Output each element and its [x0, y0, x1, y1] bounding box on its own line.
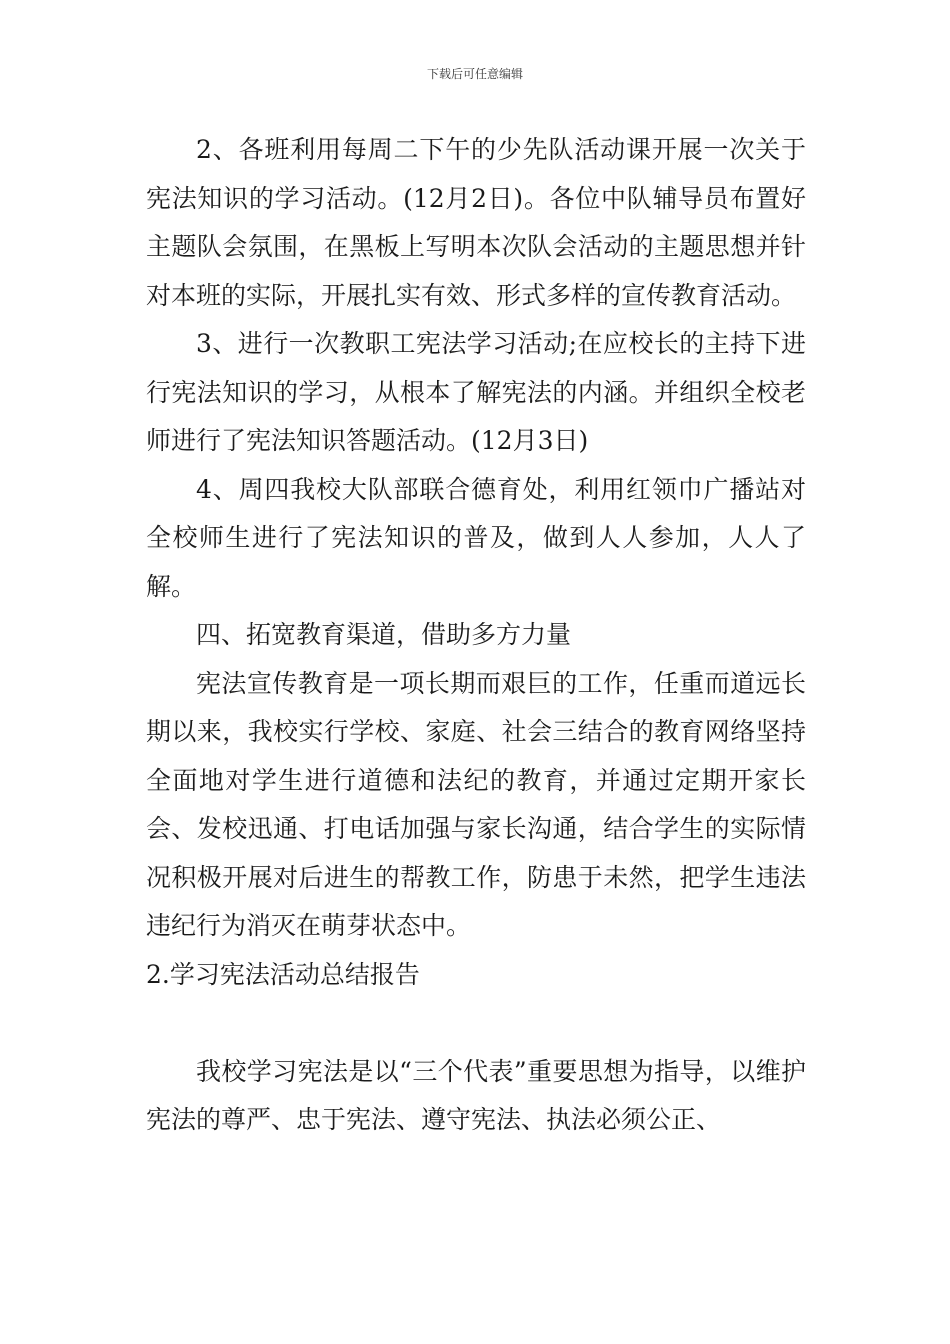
report-title: 2.学习宪法活动总结报告 [146, 959, 420, 989]
paragraph-report-intro: 我校学习宪法是以“三个代表”重要思想为指导，以维护宪法的尊严、忠于宪法、遵守宪法、执法必须公正、 [146, 1056, 806, 1134]
paragraph-item-2: 2、各班利用每周二下午的少先队活动课开展一次关于宪法知识的学习活动。(12月2日)。各位中队辅导员布置好主题队会氛围，在黑板上写明本次队会活动的主题思想并针对本班的实际，开展扎实有效、形式多样的宣传教育活动。 [146, 135, 806, 310]
document-body [146, 126, 806, 1145]
paragraph-education: 宪法宣传教育是一项长期而艰巨的工作，任重而道远长期以来，我校实行学校、家庭、社会三结合的教育网络坚持全面地对学生进行道德和法纪的教育，并通过定期开家长会、发校迅通、打电话加强与家长沟通，结合学生的实际情况积极开展对后进生的帮教工作，防患于未然，把学生违法违纪行为消灭在萌芽状态中。 [146, 668, 806, 940]
paragraph-item-4: 4、周四我校大队部联合德育处，利用红领巾广播站对全校师生进行了宪法知识的普及，做到人人参加，人人了解。 [146, 474, 806, 601]
section-heading-four: 四、拓宽教育渠道，借助多方力量 [196, 620, 572, 649]
paragraph-item-3: 3、进行一次教职工宪法学习活动;在应校长的主持下进行宪法知识的学习，从根本了解宪法的内涵。并组织全校老师进行了宪法知识答题活动。(12月3日) [146, 329, 806, 455]
blank-line [146, 999, 806, 1048]
page-header: 下载后可任意编辑 [426, 67, 523, 81]
